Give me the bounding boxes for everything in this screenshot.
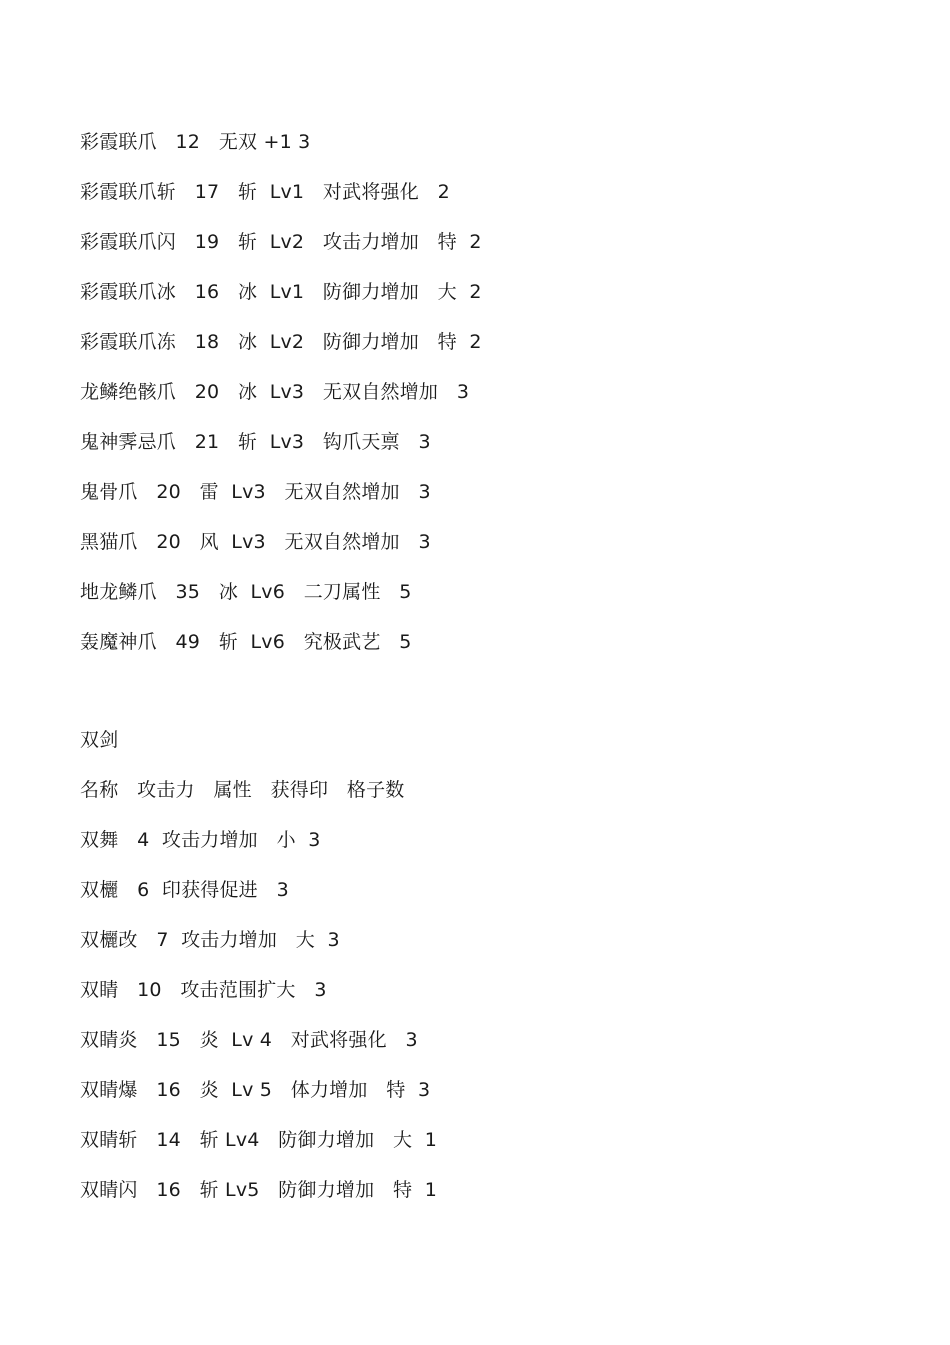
twin-sword-section xyxy=(80,725,437,1225)
list-item: 黑猫爪 20 风 Lv3 无双自然增加 3 xyxy=(80,531,431,553)
list-item: 彩霞联爪 12 无双 +1 3 xyxy=(80,131,311,153)
list-item: 鬼神霁忌爪 21 斩 Lv3 钩爪天禀 3 xyxy=(80,431,431,453)
list-item: 彩霞联爪斩 17 斩 Lv1 对武将强化 2 xyxy=(80,181,450,203)
list-item: 鬼骨爪 20 雷 Lv3 无双自然增加 3 xyxy=(80,481,431,503)
list-item: 双睛 10 攻击范围扩大 3 xyxy=(80,979,327,1001)
claw-weapon-list xyxy=(80,127,482,677)
section-title: 双剑 xyxy=(80,729,119,751)
list-item: 轰魔神爪 49 斩 Lv6 究极武艺 5 xyxy=(80,631,412,653)
list-item: 地龙鳞爪 35 冰 Lv6 二刀属性 5 xyxy=(80,581,412,603)
list-item: 彩霞联爪冰 16 冰 Lv1 防御力增加 大 2 xyxy=(80,281,482,303)
list-item: 双欐 6 印获得促进 3 xyxy=(80,879,289,901)
list-item: 双睛斩 14 斩 Lv4 防御力增加 大 1 xyxy=(80,1129,437,1151)
list-item: 龙鳞绝骸爪 20 冰 Lv3 无双自然增加 3 xyxy=(80,381,470,403)
list-item: 彩霞联爪冻 18 冰 Lv2 防御力增加 特 2 xyxy=(80,331,482,353)
list-item: 双睛爆 16 炎 Lv 5 体力增加 特 3 xyxy=(80,1079,431,1101)
list-item: 彩霞联爪闪 19 斩 Lv2 攻击力增加 特 2 xyxy=(80,231,482,253)
list-item: 双欐改 7 攻击力增加 大 3 xyxy=(80,929,340,951)
list-item: 双睛闪 16 斩 Lv5 防御力增加 特 1 xyxy=(80,1179,437,1201)
list-item: 双睛炎 15 炎 Lv 4 对武将强化 3 xyxy=(80,1029,418,1051)
list-item: 双舞 4 攻击力增加 小 3 xyxy=(80,829,321,851)
table-header: 名称 攻击力 属性 获得印 格子数 xyxy=(80,779,405,801)
